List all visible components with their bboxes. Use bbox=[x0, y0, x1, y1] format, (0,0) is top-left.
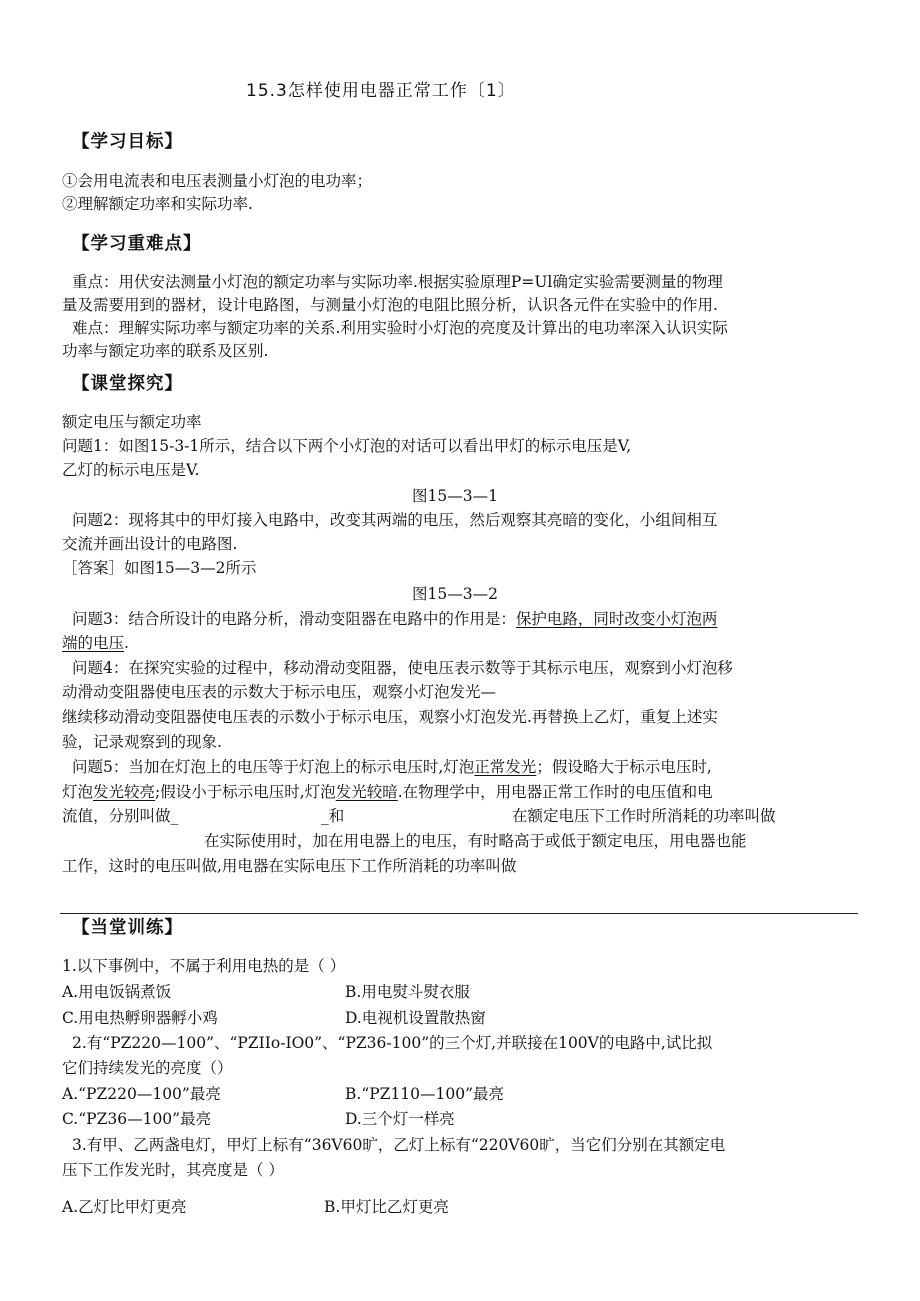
question-5-line-4: 在实际使用时，加在用电器上的电压，有时略高于或低于额定电压，用电器也能 bbox=[204, 832, 747, 850]
question-2-line-2: 交流并画出设计的电路图. bbox=[62, 535, 238, 553]
practice-3-option-a: A.乙灯比甲灯更亮 bbox=[62, 1198, 187, 1216]
question-1-line-1: 问题1：如图15-3-1所示，结合以下两个小灯泡的对话可以看出甲灯的标示电压是V, bbox=[62, 437, 632, 455]
practice-3-question-line-2: 压下工作发光时，其亮度是（ ） bbox=[62, 1161, 284, 1179]
section-heading-key-points: 【学习重难点】 bbox=[72, 234, 202, 254]
practice-3-option-b: B.甲灯比乙灯更亮 bbox=[324, 1198, 449, 1216]
practice-1-option-b: B.用电熨斗熨衣服 bbox=[345, 983, 470, 1001]
goal-item-2: ②理解额定功率和实际功率. bbox=[62, 195, 253, 213]
explore-subtitle: 额定电压与额定功率 bbox=[62, 413, 202, 431]
practice-2-question-line-1: 2.有“PZ220—100”、“PZIIo-IO0”、“PZ36-100”的三个灯,并联接在100V的电路中,试比拟 bbox=[72, 1034, 713, 1052]
question-5-text-c: ；假设略大于标示电压时, bbox=[536, 758, 712, 776]
page-title: 15.3怎样使用电器正常工作〔1〕 bbox=[246, 81, 516, 101]
key-point-line-2: 量及需要用到的器材，设计电路图，与测量小灯泡的电阻比照分析，认识各元件在实验中的作用. bbox=[62, 296, 718, 314]
question-4-line-1: 问题4：在探究实验的过程中，移动滑动变阻器，使电压表示数等于其标示电压，观察到小灯泡移 bbox=[72, 659, 733, 677]
question-3-line-2 bbox=[62, 632, 129, 654]
question-1-line-2: 乙灯的标示电压是V. bbox=[62, 461, 200, 479]
question-3-end: . bbox=[124, 634, 129, 652]
question-4-line-4: 验，记录观察到的现象. bbox=[62, 733, 222, 751]
practice-2-option-d: D.三个灯一样亮 bbox=[345, 1110, 455, 1128]
question-5-line-3b: _和 bbox=[321, 807, 345, 825]
figure-caption-1: 图15—3—1 bbox=[412, 487, 498, 505]
practice-1-question: 1.以下事例中，不属于利用电热的是（ ） bbox=[62, 957, 346, 975]
question-5-text-h: .在物理学中，用电器正常工作时的电压值和电 bbox=[397, 783, 713, 801]
question-3-answer-cont: 端的电压 bbox=[62, 634, 125, 652]
practice-2-option-b: B.“PZ110—100”最亮 bbox=[345, 1085, 505, 1103]
practice-2-option-a: A.“PZ220—100”最亮 bbox=[62, 1085, 221, 1103]
question-5-answer-dim: 发光较暗 bbox=[335, 783, 398, 801]
question-3-answer: 保护电路，同时改变小灯泡两 bbox=[515, 610, 718, 628]
goal-item-1: ①会用电流表和电压表测量小灯泡的电功率； bbox=[62, 172, 373, 190]
difficulty-line-2: 功率与额定功率的联系及区别. bbox=[62, 342, 269, 360]
question-3-line-1 bbox=[72, 608, 717, 630]
practice-2-option-c: C.“PZ36—100”最亮 bbox=[62, 1110, 212, 1128]
section-divider bbox=[60, 913, 858, 914]
question-5-answer-normal: 正常发光 bbox=[474, 758, 537, 776]
question-2-line-1: 问题2：现将其中的甲灯接入电路中，改变其两端的电压，然后观察其亮暗的变化，小组间相互 bbox=[72, 511, 718, 529]
practice-2-question-line-2: 它们持续发光的亮度（） bbox=[62, 1059, 233, 1077]
question-5-line-1 bbox=[72, 756, 712, 778]
section-heading-goals: 【学习目标】 bbox=[72, 132, 183, 152]
section-heading-practice: 【当堂训练】 bbox=[72, 918, 183, 938]
practice-1-option-a: A.用电饭锅煮饭 bbox=[62, 983, 172, 1001]
question-5-text-d: 灯泡 bbox=[62, 783, 94, 801]
answer-line: ［答案］如图15—3—2所示 bbox=[62, 559, 257, 577]
question-5-line-3c: 在额定电压下工作时所消耗的功率叫做 bbox=[512, 807, 776, 825]
key-point-line-1: 重点：用伏安法测量小灯泡的额定功率与实际功率.根据实验原理P=Ul确定实验需要测量的物理 bbox=[72, 273, 723, 291]
question-5-answer-bright: 发光较亮 bbox=[93, 783, 156, 801]
question-5-text-f: ;假设小于标示电压时,灯泡 bbox=[155, 783, 336, 801]
question-5-text-a: 问题5：当加在灯泡上的电压等于灯泡上的标示电压时,灯泡 bbox=[72, 758, 475, 776]
practice-3-question-line-1: 3.有甲、乙两盏电灯，甲灯上标有“36V60旷，乙灯上标有“220V60旷，当它们分别在其额定电 bbox=[72, 1136, 726, 1154]
question-3-prompt: 问题3：结合所设计的电路分析，滑动变阻器在电路中的作用是： bbox=[72, 610, 516, 628]
question-5-line-5: 工作，这时的电压叫做,用电器在实际电压下工作所消耗的功率叫做 bbox=[62, 857, 517, 875]
figure-caption-2: 图15—3—2 bbox=[412, 585, 498, 603]
practice-1-option-d: D.电视机设置散热窗 bbox=[345, 1009, 486, 1027]
question-4-line-3: 继续移动滑动变阻器使电压表的示数小于标示电压，观察小灯泡发光.再替换上乙灯，重复上述实 bbox=[62, 708, 718, 726]
question-5-line-3a: 流值，分别叫做_ bbox=[62, 807, 179, 825]
difficulty-line-1: 难点：理解实际功率与额定功率的关系.利用实验时小灯泡的亮度及计算出的电功率深入认识实际 bbox=[72, 319, 728, 337]
question-4-line-2: 动滑动变阻器使电压表的示数大于标示电压，观察小灯泡发光— bbox=[62, 683, 497, 701]
practice-1-option-c: C.用电热孵卵器孵小鸡 bbox=[62, 1009, 218, 1027]
section-heading-explore: 【课堂探究】 bbox=[72, 374, 183, 394]
question-5-line-2 bbox=[62, 781, 713, 803]
